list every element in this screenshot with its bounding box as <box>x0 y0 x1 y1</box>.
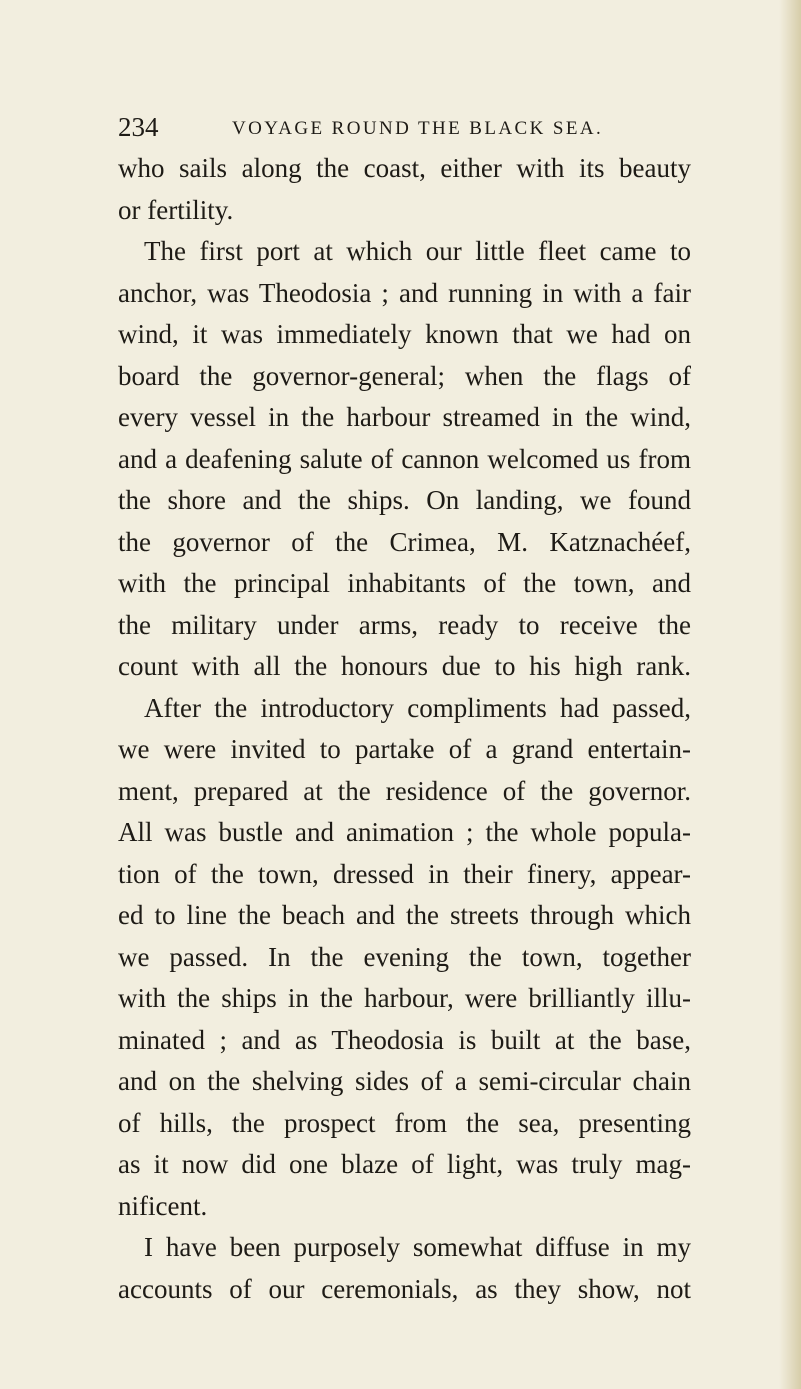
text-line: as it now did one blaze of light, was truly mag- <box>118 1149 691 1179</box>
text-line: with the ships in the harbour, were brilliantly illu- <box>118 983 691 1013</box>
page-number: 234 <box>118 112 159 142</box>
text-line: we were invited to partake of a grand entertain- <box>118 734 691 764</box>
text-line: and a deafening salute of cannon welcomed us from <box>118 443 691 474</box>
page-edge-shadow <box>779 0 801 1389</box>
text-line: ed to line the beach and the streets through which <box>118 900 691 930</box>
text-line: board the governor-general; when the flags of <box>118 360 691 391</box>
text-line: tion of the town, dressed in their finery, appear- <box>118 858 691 889</box>
text-line: anchor, was Theodosia ; and running in with a fair <box>118 277 691 308</box>
text-line: ment, prepared at the residence of the governor. <box>118 775 691 806</box>
running-title: VOYAGE ROUND THE BLACK SEA. <box>232 118 604 139</box>
text-line: minated ; and as Theodosia is built at the base, <box>118 1024 691 1055</box>
text-line: the shore and the ships. On landing, we found <box>118 485 691 515</box>
text-line: All was bustle and animation ; the whole popula- <box>118 817 691 847</box>
text-line: we passed. In the evening the town, together <box>118 941 691 972</box>
text-line: I have been purposely somewhat diffuse in my <box>144 1232 691 1262</box>
text-line: of hills, the prospect from the sea, presenting <box>118 1107 691 1138</box>
text-line: the military under arms, ready to receive the <box>118 609 691 640</box>
text-line: nificent. <box>118 1190 208 1221</box>
text-line: wind, it was immediately known that we had on <box>118 319 691 349</box>
text-line: the governor of the Crimea, M. Katznachéef, <box>118 526 691 557</box>
text-line: who sails along the coast, either with its beauty <box>118 153 691 183</box>
text-line: count with all the honours due to his high rank. <box>118 651 691 681</box>
text-line: accounts of our ceremonials, as they show, not <box>118 1273 691 1304</box>
text-line: or fertility. <box>118 194 234 225</box>
text-line: The first port at which our little fleet came to <box>144 236 691 266</box>
text-line: After the introductory compliments had passed, <box>144 692 691 723</box>
text-line: and on the shelving sides of a semi-circular chain <box>118 1066 691 1096</box>
text-line: every vessel in the harbour streamed in the wind, <box>118 402 691 432</box>
text-line: with the principal inhabitants of the town, and <box>118 568 691 598</box>
body-text <box>118 148 691 1310</box>
running-header <box>118 110 638 144</box>
